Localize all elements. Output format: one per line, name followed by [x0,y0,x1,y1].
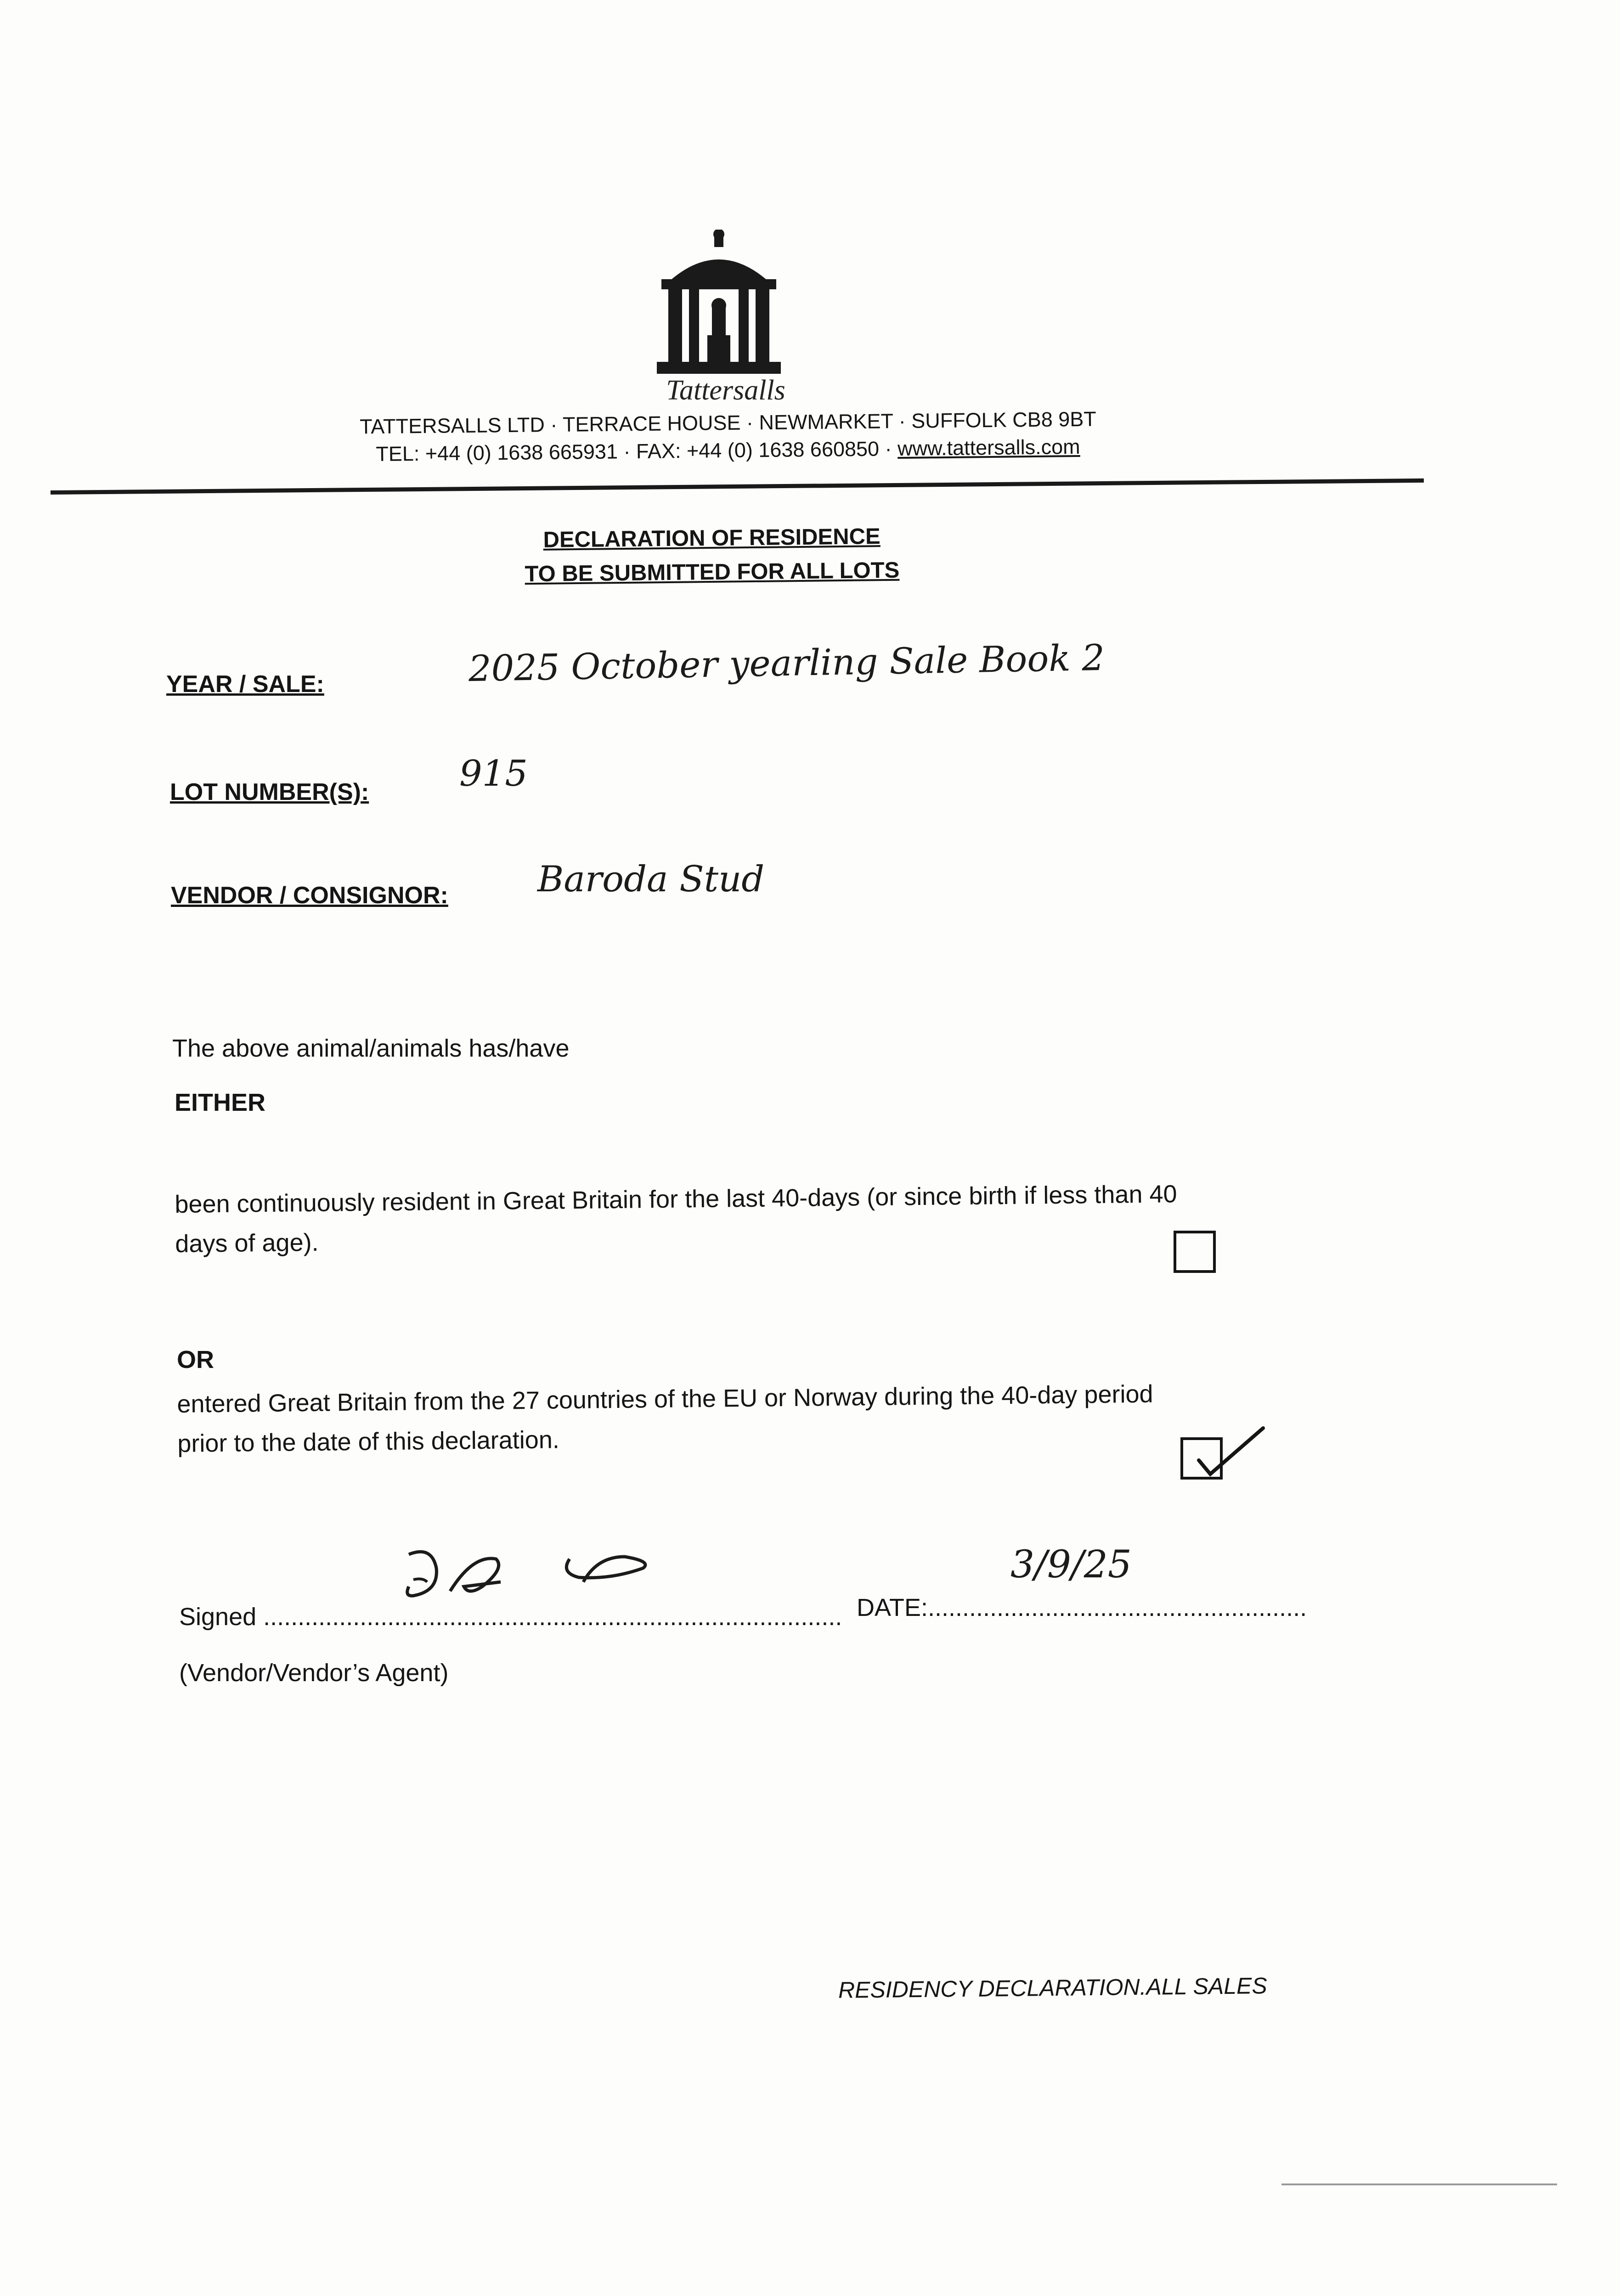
date-label: DATE: [857,1594,928,1621]
checkmark-icon [1185,1424,1268,1483]
tattersalls-logo [643,230,795,377]
vendor-label: VENDOR / CONSIGNOR: [171,882,448,909]
option-1-checkbox[interactable] [1174,1231,1216,1273]
intro-text: The above animal/animals has/have [172,1035,570,1062]
option-2-line-1: entered Great Britain from the 27 countries of the EU or Norway during the 40-day period [177,1380,1153,1418]
vendor-value[interactable]: Baroda Stud [537,859,765,900]
signature-line[interactable]: .................................................................................... [256,1603,842,1631]
title-line-1: DECLARATION OF RESIDENCE [543,524,881,552]
date-row [857,1593,1307,1622]
option-1-line-1: been continuously resident in Great Britain for the last 40-days (or since birth if less than 40 [175,1180,1177,1218]
year-sale-value[interactable]: 2025 October yearling Sale Book 2 [468,637,1105,690]
date-value[interactable]: 3/9/25 [1010,1543,1132,1587]
form-footer: RESIDENCY DECLARATION.ALL SALES [838,1973,1267,2003]
option-2-text [177,1374,1154,1463]
either-label: EITHER [175,1089,266,1116]
signed-label: Signed [179,1603,257,1631]
header-rule [51,478,1424,495]
website-link[interactable]: www.tattersalls.com [897,434,1080,461]
document-title [413,518,1010,592]
or-label: OR [177,1346,214,1373]
scan-mark [1281,2183,1557,2185]
lot-number-value[interactable]: 915 [459,753,528,794]
company-contact [257,433,1199,467]
role-label: (Vendor/Vendor’s Agent) [179,1659,449,1687]
brand-name: Tattersalls [666,375,785,406]
option-1-text [175,1174,1178,1264]
lot-number-label: LOT NUMBER(S): [170,779,369,805]
year-sale-label: YEAR / SALE: [166,671,324,698]
option-1-line-2: days of age). [175,1228,319,1258]
company-address: TATTERSALLS LTD · TERRACE HOUSE · NEWMARKET · SUFFOLK CB8 9BT [359,407,1097,439]
handwritten-signature [395,1536,680,1614]
contact-text: TEL: +44 (0) 1638 665931 · FAX: +44 (0) 1638 660850 · [376,437,898,466]
option-2-line-2: prior to the date of this declaration. [177,1426,560,1458]
title-line-2: TO BE SUBMITTED FOR ALL LOTS [525,557,900,587]
date-line[interactable]: ....................................................... [928,1594,1307,1621]
